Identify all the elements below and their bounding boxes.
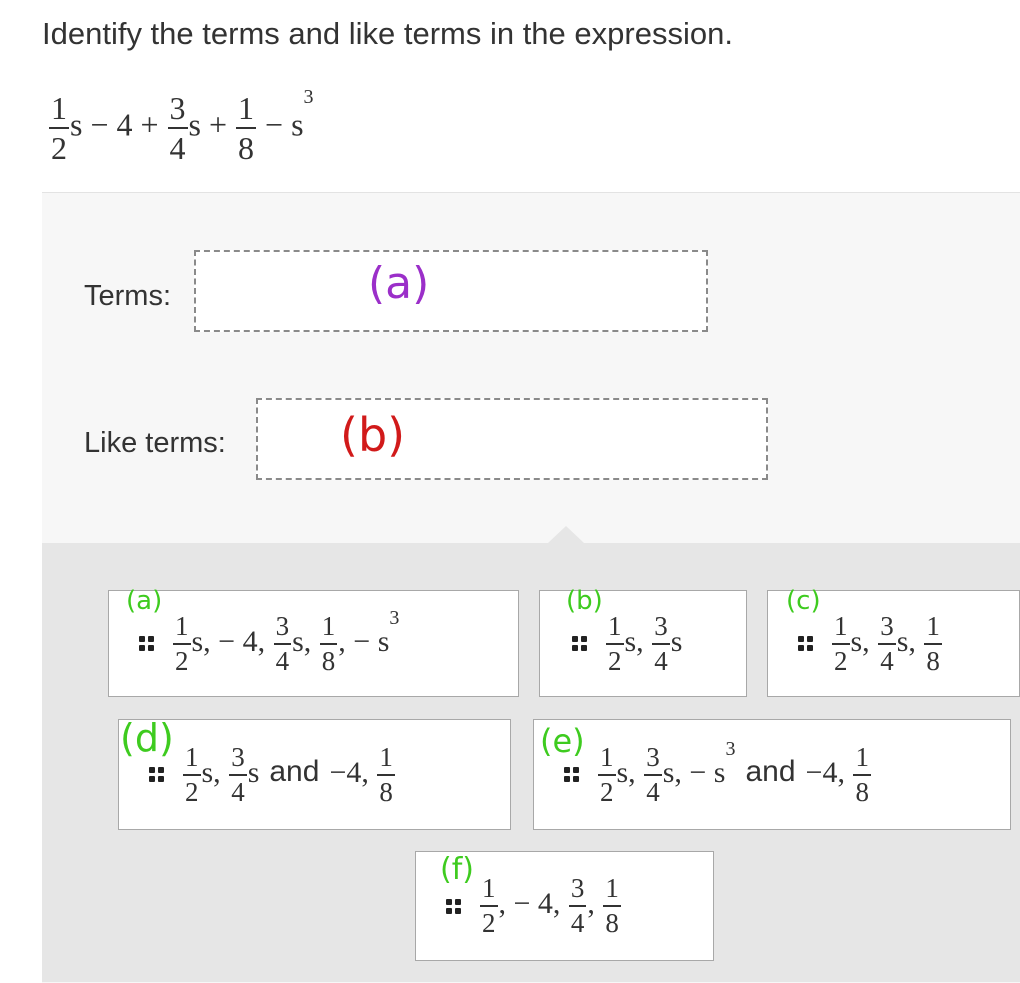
drag-handle-icon xyxy=(446,899,461,914)
expression: $\frac{1}{2}$ s − 4 + $\frac{3}{4}$ s + $\frac{1}{8}$ − $s^3$ xyxy=(51,86,314,166)
drag-handle-icon xyxy=(139,636,154,651)
annotation-a: (a) xyxy=(126,586,163,616)
annotation-b: (b) xyxy=(566,586,603,616)
annotation-c: (c) xyxy=(786,586,821,616)
choice-f-math: $\frac{1}{2}$ , − 4, $\frac{3}{4}$ , $\frac{1}{8}$ xyxy=(482,873,619,938)
annotation-d: (d) xyxy=(120,716,174,760)
choice-tile-d[interactable] xyxy=(118,719,511,830)
annotation-a-terms: (a) xyxy=(368,258,430,309)
choice-c-math: $\frac{1}{2}$ s, $\frac{3}{4}$ s, $\frac{1}{8}$ xyxy=(834,610,940,676)
choice-e-math: $\frac{1}{2}$ s, $\frac{3}{4}$ s, − $s^3and -4$, $\frac{1}{8}$ xyxy=(600,737,869,807)
drag-handle-icon xyxy=(572,636,587,651)
tray-pointer xyxy=(548,526,584,543)
question-prompt: Identify the terms and like terms in the expression. xyxy=(42,16,733,51)
like-terms-drop-zone[interactable] xyxy=(256,398,768,480)
drag-handle-icon xyxy=(564,767,579,782)
terms-label: Terms: xyxy=(84,280,171,312)
choice-tile-a[interactable] xyxy=(108,590,519,697)
annotation-f: (f) xyxy=(440,852,474,887)
like-terms-label: Like terms: xyxy=(84,427,226,459)
drag-handle-icon xyxy=(149,767,164,782)
choice-a-math: $\frac{1}{2}$ s, − 4, $\frac{3}{4}$ s, $\frac{1}{8}$ , − $s^3$ xyxy=(175,606,400,676)
terms-drop-zone[interactable] xyxy=(194,250,708,332)
drag-handle-icon xyxy=(798,636,813,651)
annotation-e: (e) xyxy=(540,722,585,760)
choice-d-math: $\frac{1}{2}$ s, $\frac{3}{4}$ s and −4, $\frac{1}{8}$ xyxy=(185,741,393,807)
choice-b-math: $\frac{1}{2}$ s, $\frac{3}{4}$ s xyxy=(608,610,683,676)
annotation-b-like-terms: (b) xyxy=(340,408,406,462)
choice-tile-e[interactable] xyxy=(533,719,1011,830)
